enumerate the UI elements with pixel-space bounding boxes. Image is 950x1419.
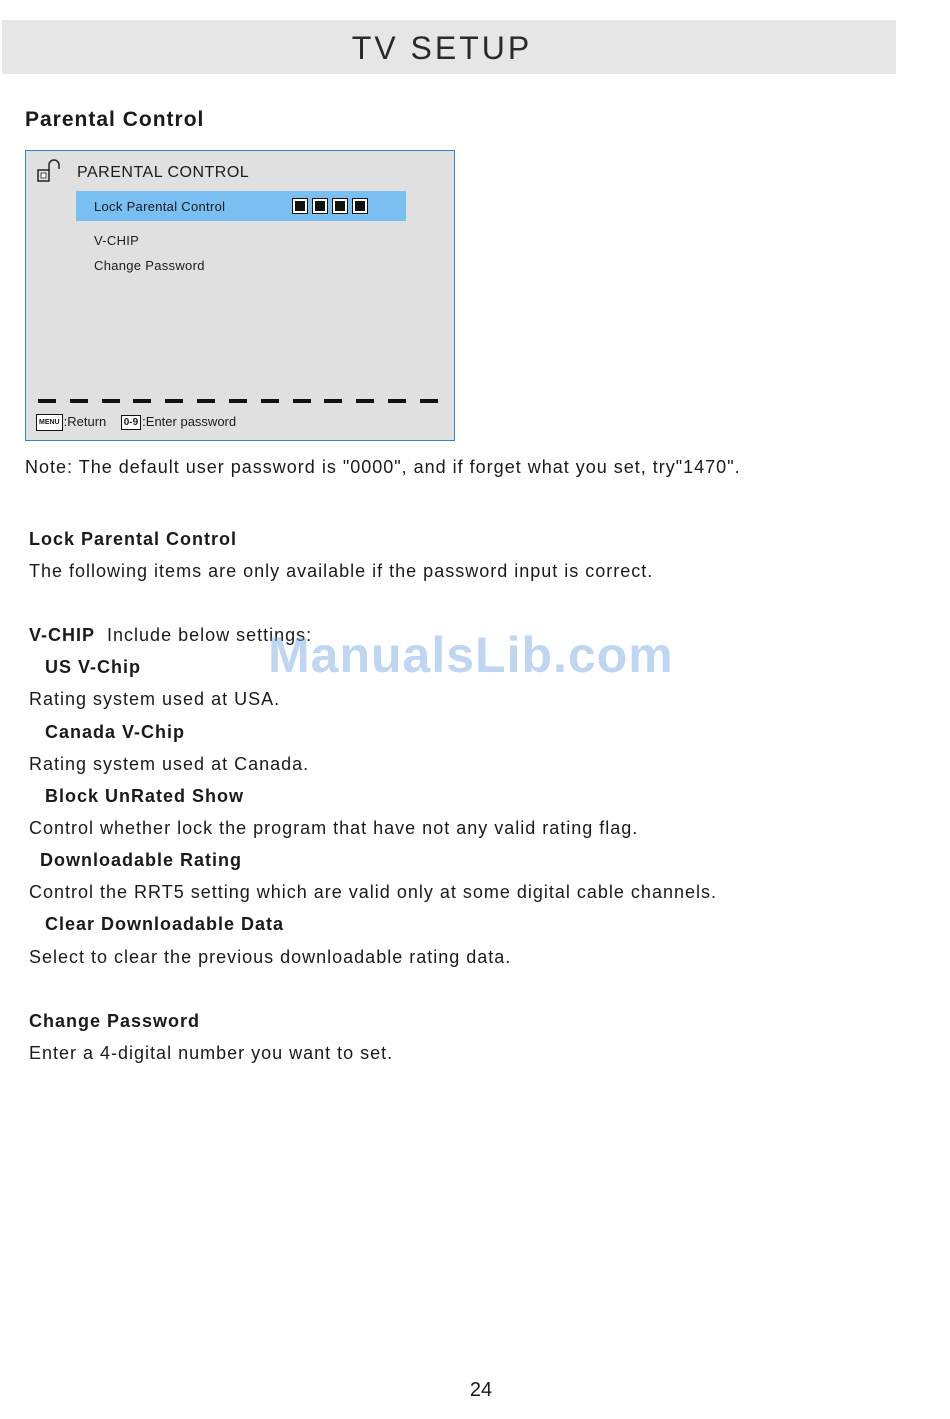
downloadable-rating-text: Control the RRT5 setting which are valid only at some digital cable channels.	[29, 882, 717, 902]
enter-password-hint: :Enter password	[142, 414, 237, 429]
vchip-heading: V-CHIP	[29, 625, 96, 645]
menu-item-change-password[interactable]: Change Password	[94, 258, 205, 273]
lock-parental-control-text: The following items are only available if the password input is correct.	[29, 561, 654, 581]
change-password-text: Enter a 4-digital number you want to set.	[29, 1043, 394, 1063]
watermark: ManualsLib.com	[268, 627, 674, 683]
clear-downloadable-text: Select to clear the previous downloadable rating data.	[29, 947, 512, 967]
menu-item-lock-parental-control[interactable]	[76, 191, 406, 221]
header-bar	[2, 20, 896, 74]
parental-control-osd-screenshot	[25, 150, 455, 441]
block-unrated-heading: Block UnRated Show	[45, 786, 245, 806]
page-number: 24	[469, 1379, 493, 1401]
osd-title: PARENTAL CONTROL	[77, 164, 250, 181]
us-vchip-heading: US V-Chip	[45, 657, 142, 677]
password-input[interactable]	[292, 198, 368, 214]
canada-vchip-text: Rating system used at Canada.	[29, 754, 310, 774]
default-password-note: Note: The default user password is "0000", and if forget what you set, try"1470".	[25, 457, 741, 477]
block-unrated-text: Control whether lock the program that have not any valid rating flag.	[29, 818, 639, 838]
canada-vchip-heading: Canada V-Chip	[45, 722, 186, 742]
section-title: Parental Control	[25, 108, 205, 131]
digits-key-icon: 0-9	[121, 415, 141, 430]
menu-item-v-chip[interactable]: V-CHIP	[94, 233, 140, 248]
us-vchip-text: Rating system used at USA.	[29, 689, 281, 709]
change-password-heading: Change Password	[29, 1011, 201, 1031]
page-title: TV SETUP	[351, 30, 533, 66]
password-digit-box	[292, 198, 308, 214]
menu-key-icon: MENU	[36, 414, 63, 431]
clear-downloadable-heading: Clear Downloadable Data	[45, 914, 285, 934]
return-hint: :Return	[63, 414, 107, 429]
osd-footer	[36, 414, 236, 431]
password-digit-box	[332, 198, 348, 214]
padlock-open-icon	[36, 159, 62, 185]
password-digit-box	[352, 198, 368, 214]
lock-parental-control-heading: Lock Parental Control	[29, 529, 238, 549]
vchip-intro: Include below settings:	[107, 625, 313, 645]
password-digit-box	[312, 198, 328, 214]
osd-divider	[38, 399, 438, 403]
menu-item-label: Lock Parental Control	[94, 199, 226, 214]
downloadable-rating-heading: Downloadable Rating	[40, 850, 243, 870]
